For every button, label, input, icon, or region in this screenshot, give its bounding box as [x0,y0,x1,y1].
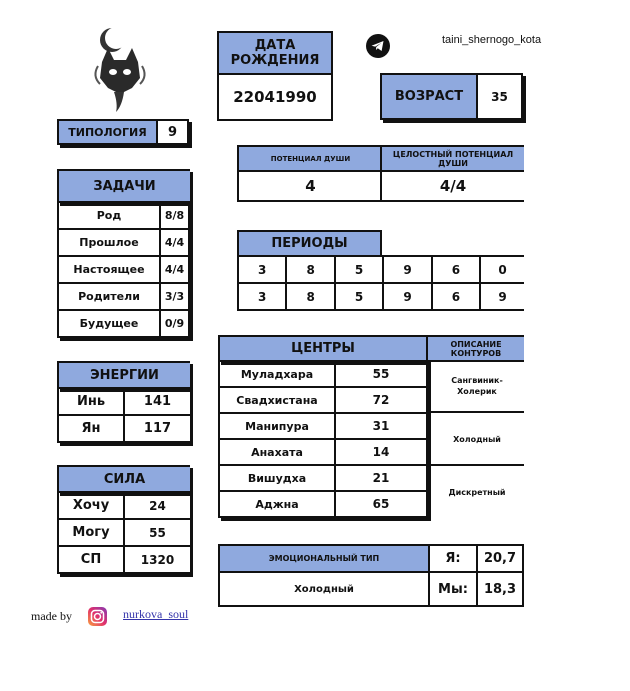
emotional-type-value: Холодный [218,571,430,607]
period-cell: 6 [432,283,480,310]
period-cell: 5 [335,256,383,283]
soul-integral-value: 4/4 [380,170,524,202]
contour-3: Дискретный [448,487,506,497]
instagram-handle-link[interactable]: nurkova_soul [123,607,189,621]
task-value: 8/8 [160,202,189,229]
telegram-icon [366,34,390,58]
strength-label: СП [58,546,124,573]
task-value: 4/4 [160,256,189,283]
task-value: 3/3 [160,283,189,310]
period-cell: 3 [238,256,286,283]
soul-integral-label: ЦЕЛОСТНЫЙ ПОТЕНЦИАЛ ДУШИ [380,145,524,172]
cat-logo-icon [88,22,152,114]
center-value: 65 [335,491,427,517]
tasks-title: ЗАДАЧИ [57,169,190,203]
table-row [219,491,427,517]
table-row [58,256,189,283]
made-by-text: made by [31,609,72,623]
instagram-link[interactable] [88,607,107,626]
energy-value: 117 [124,415,190,442]
table-row [58,415,190,442]
strength-title: СИЛА [57,465,190,493]
table-row [58,519,190,546]
task-label: Настоящее [58,256,160,283]
center-label: Аджна [219,491,335,517]
telegram-handle[interactable]: taini_shernogo_kota [442,34,542,46]
strength-label: Могу [58,519,124,546]
table-row [58,546,190,573]
task-label: Родители [58,283,160,310]
energy-label: Ян [58,415,124,442]
task-label: Род [58,202,160,229]
table-row [58,202,189,229]
period-cell: 9 [383,256,431,283]
center-value: 31 [335,413,427,439]
center-value: 14 [335,439,427,465]
ya-label: Я: [428,544,478,573]
centers-table [218,360,428,518]
center-label: Анахата [219,439,335,465]
strength-value: 24 [124,492,190,519]
birthdate-label: ДАТА РОЖДЕНИЯ [217,31,333,75]
task-value: 0/9 [160,310,189,337]
table-row [238,283,524,310]
strength-table [57,491,190,574]
table-row [219,387,427,413]
typology-value: 9 [156,119,189,145]
strength-value: 55 [124,519,190,546]
contour-2: Холодный [453,434,501,444]
center-value: 55 [335,361,427,387]
my-label: Мы: [428,571,478,607]
cat-logo [88,22,152,114]
period-cell: 9 [480,283,524,310]
tasks-table [57,201,190,338]
ya-value: 20,7 [476,544,524,573]
period-cell: 6 [432,256,480,283]
periods-table [237,255,524,311]
age-label: ВОЗРАСТ [380,73,478,120]
age-value: 35 [476,73,523,120]
contours-label: ОПИСАНИЕ КОНТУРОВ [426,335,524,362]
centers-title: ЦЕНТРЫ [218,335,428,362]
table-row [219,413,427,439]
strength-label: Хочу [58,492,124,519]
strength-value: 1320 [124,546,190,573]
center-label: Муладхара [219,361,335,387]
energies-title: ЭНЕРГИИ [57,361,190,389]
center-label: Вишудха [219,465,335,491]
task-value: 4/4 [160,229,189,256]
table-row [219,465,427,491]
typology-label: ТИПОЛОГИЯ [57,119,158,145]
energy-value: 141 [124,388,190,415]
center-label: Свадхистана [219,387,335,413]
table-row [58,283,189,310]
instagram-icon [88,607,107,626]
table-row [219,361,427,387]
soul-potential-value: 4 [237,170,382,202]
emotional-type-label: ЭМОЦИОНАЛЬНЫЙ ТИП [218,544,430,573]
table-row [219,439,427,465]
center-value: 72 [335,387,427,413]
energy-label: Инь [58,388,124,415]
period-cell: 9 [383,283,431,310]
period-cell: 8 [286,256,334,283]
center-label: Манипура [219,413,335,439]
center-value: 21 [335,465,427,491]
contour-1: Сангвиник-Холерик [451,376,503,396]
my-value: 18,3 [476,571,524,607]
table-row [58,310,189,337]
period-cell: 0 [480,256,524,283]
contours-divider [426,411,524,413]
soul-potential-label: ПОТЕНЦИАЛ ДУШИ [237,145,382,172]
task-label: Будущее [58,310,160,337]
period-cell: 3 [238,283,286,310]
table-row [238,256,524,283]
table-row [58,229,189,256]
contours-divider [426,464,524,466]
periods-title: ПЕРИОДЫ [237,230,382,257]
period-cell: 5 [335,283,383,310]
table-row [58,388,190,415]
table-row [58,492,190,519]
birthdate-value: 22041990 [217,73,333,121]
task-label: Прошлое [58,229,160,256]
energies-table [57,387,190,443]
period-cell: 8 [286,283,334,310]
telegram-link[interactable] [366,34,390,58]
